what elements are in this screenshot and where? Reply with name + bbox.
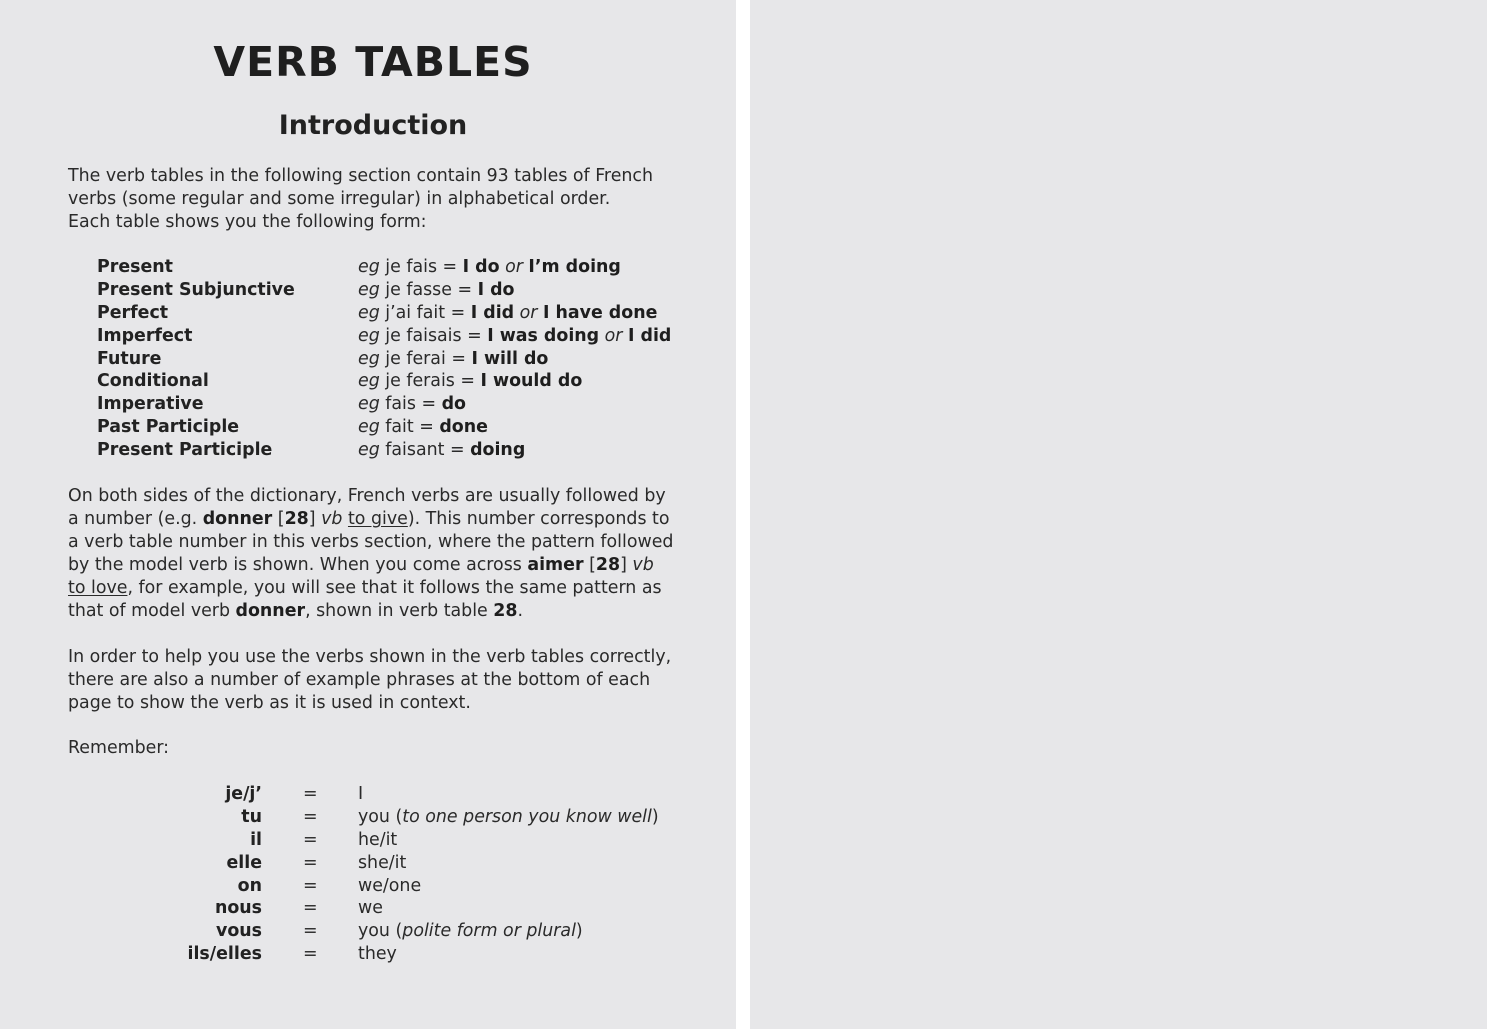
pronoun: tu (241, 806, 262, 827)
dictionary-paragraph: On both sides of the dictionary, French verbs are usually followed by a number (e.g. donner [28] vb to give). This number corresponds to a verb table number in this verbs section, where the pattern followed by the model verb is shown. When you come across aimer [28] vb to love, for example, you will see that it follows the same pattern as that of model verb donner, shown in verb table 28. (68, 486, 674, 621)
form-row (97, 370, 717, 393)
pronoun: vous (215, 921, 262, 942)
form-name: Conditional (97, 371, 209, 392)
equals-sign: = (303, 806, 318, 827)
intro-line: The verb tables in the following section contain 93 tables of French (68, 166, 654, 186)
equals-sign: = (303, 875, 318, 896)
pronoun-row (0, 920, 700, 943)
pronoun: elle (226, 852, 262, 873)
verb-aimer: aimer (527, 554, 584, 575)
pronoun-row (0, 852, 700, 875)
intro-line: verbs (some regular and some irregular) in alphabetical order. (68, 188, 611, 209)
pronoun-row (0, 897, 700, 920)
form-row (97, 325, 717, 348)
form-example: eg je fais = I do or I’m doing (358, 257, 621, 277)
remember-label: Remember: (68, 738, 170, 758)
pronoun-meaning: you (polite form or plural) (358, 921, 583, 942)
equals-sign: = (303, 784, 318, 804)
form-row (97, 279, 717, 302)
form-name: Future (97, 348, 162, 369)
form-example: eg je ferai = I will do (358, 348, 549, 369)
page-title: VERB TABLES (213, 38, 533, 86)
pronoun-row (0, 875, 700, 898)
equals-sign: = (303, 829, 318, 850)
form-example: eg j’ai fait = I did or I have done (358, 302, 658, 323)
pronoun-row (0, 829, 700, 852)
form-name: Past Participle (97, 417, 240, 438)
pronoun-meaning: he/it (358, 829, 398, 850)
left-page (0, 0, 736, 1029)
translation-to-love: to love (68, 577, 128, 598)
pronoun: il (250, 829, 262, 850)
form-row (97, 256, 717, 279)
verb-forms-list (97, 256, 717, 462)
translation-to-give: to give (347, 508, 408, 529)
pronoun-row (0, 783, 700, 806)
pronoun: ils/elles (187, 944, 262, 965)
form-name: Present Subjunctive (97, 279, 295, 300)
equals-sign: = (303, 944, 318, 965)
pronoun-row (0, 806, 700, 829)
pronoun-meaning: she/it (358, 852, 407, 873)
pronoun: je/j’ (225, 784, 262, 804)
form-example: eg je fasse = I do (358, 279, 515, 300)
form-example: eg fais = do (358, 394, 466, 415)
pronoun-meaning: they (358, 944, 397, 965)
form-row (97, 302, 717, 325)
form-name: Imperfect (97, 325, 193, 346)
section-subtitle: Introduction (278, 110, 468, 141)
form-example: eg je faisais = I was doing or I did (358, 325, 672, 346)
equals-sign: = (303, 898, 318, 919)
intro-paragraph (68, 165, 728, 234)
form-example: eg je ferais = I would do (358, 371, 583, 392)
form-name: Present Participle (97, 440, 273, 461)
form-row (97, 416, 717, 439)
form-example: eg faisant = doing (358, 440, 526, 461)
help-paragraph: In order to help you use the verbs shown in the verb tables correctly, there are also a number of example phrases at the bottom of each page to show the verb as it is used in context. (68, 647, 672, 713)
pronoun-table (0, 783, 700, 966)
pronoun: nous (214, 898, 262, 919)
pronoun-meaning: you (to one person you know well) (358, 806, 659, 827)
form-row (97, 393, 717, 416)
right-page-blank (750, 0, 1487, 1029)
pronoun-row (0, 943, 700, 966)
equals-sign: = (303, 921, 318, 942)
form-name: Perfect (97, 302, 169, 323)
verb-donner: donner (202, 508, 273, 529)
pronoun-meaning: we (358, 898, 383, 919)
form-name: Imperative (97, 394, 204, 415)
form-row (97, 439, 717, 462)
pronoun: on (237, 875, 262, 896)
form-name: Present (97, 257, 173, 277)
form-example: eg fait = done (358, 417, 488, 438)
pronoun-meaning: I (358, 784, 364, 804)
pronoun-meaning: we/one (358, 875, 422, 896)
intro-line: Each table shows you the following form: (68, 211, 427, 232)
equals-sign: = (303, 852, 318, 873)
form-row (97, 348, 717, 371)
